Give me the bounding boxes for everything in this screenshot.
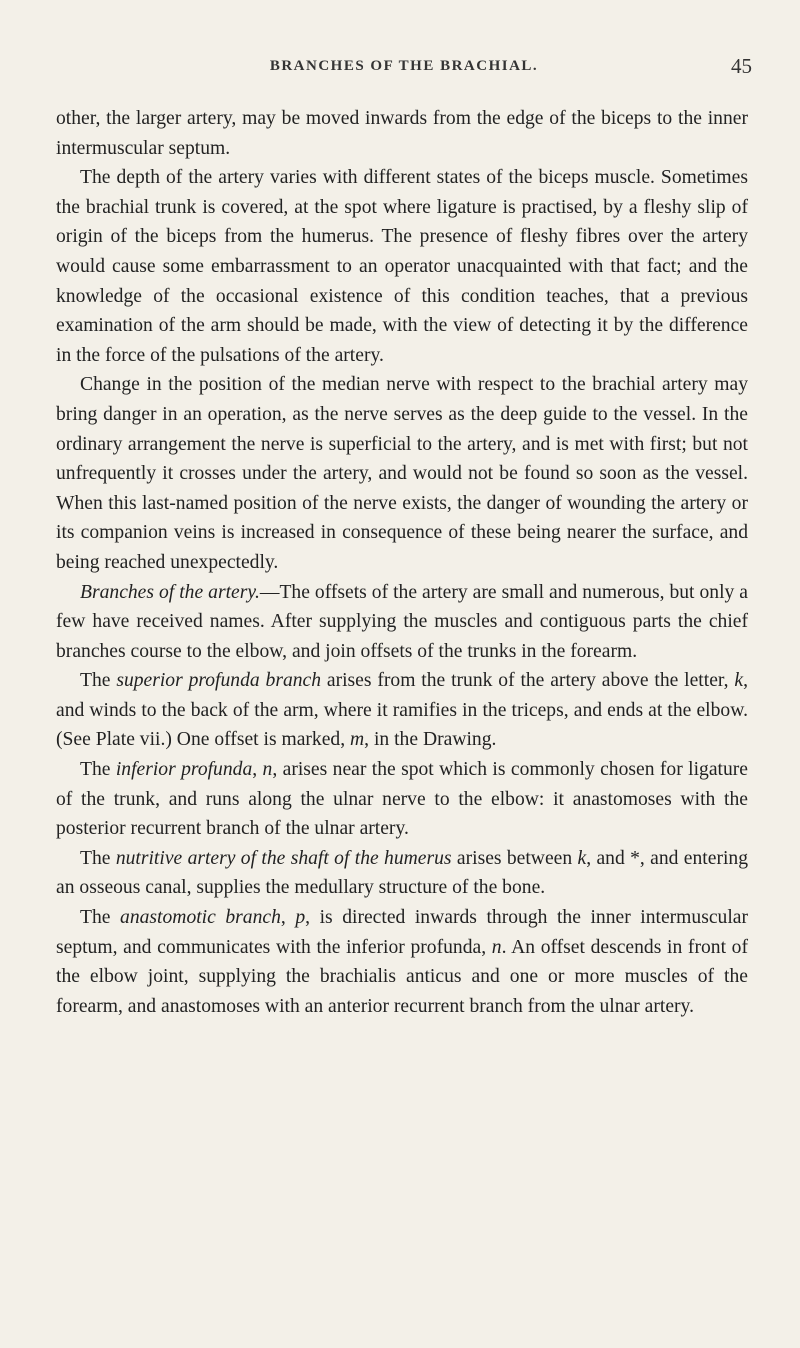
paragraph-text: The depth of the artery varies with different states of the biceps muscle. Sometimes the brachial trunk is covered, at the spot where ligature is practised, by a fleshy slip of origin of the biceps from the humerus. The presence of fleshy fibres over the artery would cause some embarrassment to an operator unacquainted with that fact; and the knowledge of the occasional existence of this condition teaches, that a previous examination of the arm should be made, with the view of detecting it by the difference in the force of the pulsations of the artery. (56, 167, 748, 366)
paragraph (56, 370, 748, 577)
paragraph-text: , and *, and entering an osseous canal, supplies the medullary structure of the bone. (56, 847, 749, 899)
paragraph-text: . An offset descends in front of the elbow joint, supplying the brachialis anticus and one or more muscles of the forearm, and anastomoses with an anterior recurrent branch from the ulnar artery. (56, 936, 749, 1017)
paragraph-text: Change in the position of the median nerve with respect to the brachial artery may bring danger in an operation, as the nerve serves as the deep guide to the vessel. In the ordinary arrangement the nerve is superficial to the artery, and is met with first; but not unfrequently it crosses under the artery, and would not be found so soon as the vessel. When this last-named position of the nerve exists, the danger of wounding the artery or its companion veins is increased in consequence of these being nearer the surface, and being reached unexpectedly. (56, 374, 748, 573)
paragraph-text: , arises near the spot which is commonly chosen for ligature of the trunk, and runs along the ulnar nerve to the elbow: it anastomoses with the posterior recurrent branch of the ulnar artery. (56, 759, 748, 840)
paragraph-text: arises between (451, 847, 578, 869)
reference-letter: n (262, 759, 273, 781)
paragraph (56, 163, 748, 370)
reference-letter: k (734, 670, 744, 692)
reference-letter: n (491, 936, 502, 958)
body-text (56, 104, 748, 1021)
page-number: 45 (731, 54, 752, 78)
paragraph-text: The (80, 847, 116, 869)
paragraph-text: The (80, 907, 121, 929)
italic-term: superior profunda branch (116, 670, 322, 692)
page-header (56, 54, 752, 88)
running-head: BRANCHES OF THE BRACHIAL. (269, 58, 539, 74)
paragraph-text: arises from the trunk of the artery above the letter, (321, 670, 735, 692)
paragraph-text: , (252, 759, 263, 781)
paragraph-text: , and winds to the back of the arm, where it ramifies in the triceps, and ends at the elbow. (See Plate vii.) One offset is marked, (56, 670, 748, 751)
italic-term: nutritive artery of the shaft of the humerus (115, 847, 452, 869)
paragraph (56, 578, 748, 667)
reference-letter: m (350, 729, 365, 751)
italic-term: inferior profunda (115, 759, 253, 781)
paragraph-text: , in the Drawing. (364, 729, 497, 751)
paragraph-text: , (280, 907, 296, 929)
paragraph-text: other, the larger artery, may be moved inwards from the edge of the biceps to the inner intermuscular septum. (56, 108, 748, 159)
paragraph-text: —The offsets of the artery are small and numerous, but only a few have received names. After supplying the muscles and contiguous parts the chief branches course to the elbow, and join offsets of the trunks in the forearm. (56, 581, 749, 662)
paragraph (56, 755, 748, 844)
paragraph (56, 104, 748, 163)
paragraph (56, 666, 748, 755)
italic-heading: Branches of the artery. (80, 581, 260, 603)
reference-letter: k (577, 847, 587, 869)
paragraph-text: The (80, 759, 116, 781)
paragraph (56, 903, 748, 1021)
paragraph-text: , is directed inwards through the inner intermuscular septum, and communicates with the inferior profunda, (56, 907, 748, 958)
reference-letter: p (295, 907, 306, 929)
italic-term: anastomotic branch (120, 907, 281, 929)
paragraph (56, 844, 748, 903)
paragraph-text: The (80, 670, 117, 692)
